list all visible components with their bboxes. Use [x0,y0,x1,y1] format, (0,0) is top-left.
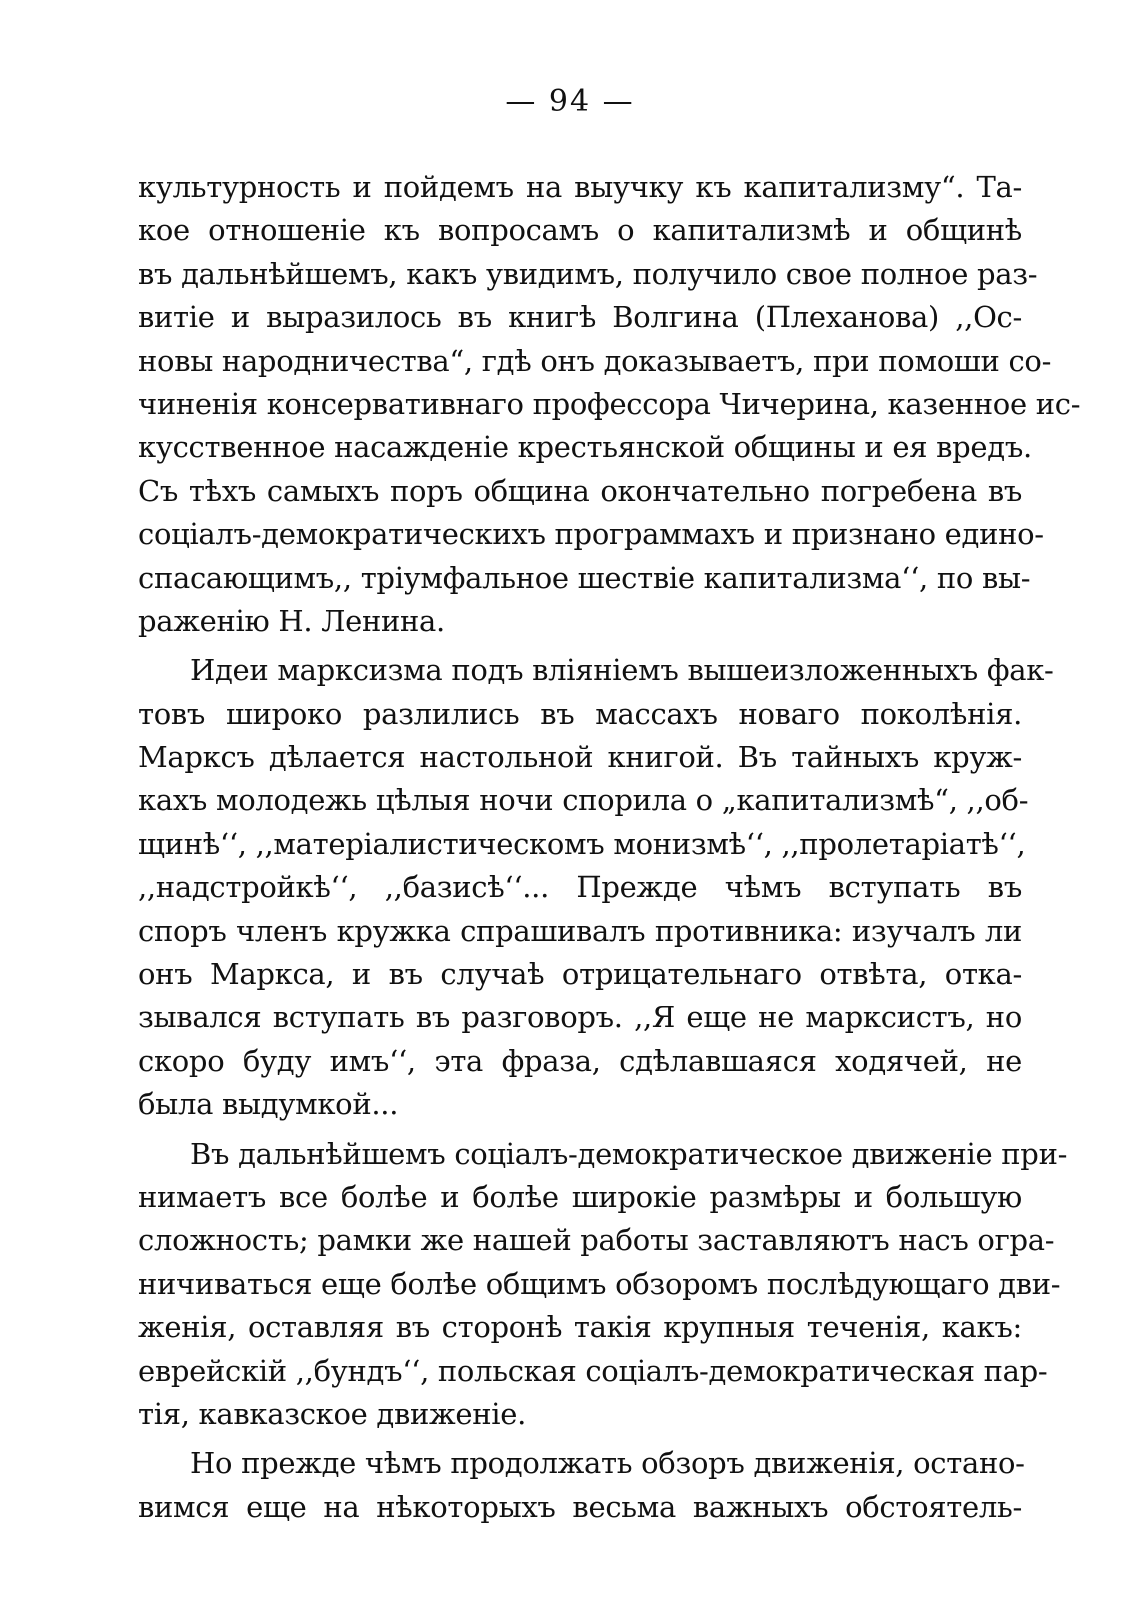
text-line: щинѣ‘‘, ,,матеріалистическомъ монизмѣ‘‘, ,,пролетаріатѣ‘‘, [138,826,1026,861]
text-line: онъ Маркса, и въ случаѣ отрицательнаго отвѣта, отка- [138,957,1022,992]
text-line: скоро буду имъ‘‘, эта фраза, сдѣлавшаяся ходячей, не [138,1043,1022,1078]
text-line: Идеи марксизма подъ вліяніемъ вышеизложенныхъ фак- [190,653,1054,688]
text-line: тія, кавказское движеніе. [138,1396,527,1431]
text-line: зывался вступать въ разговоръ. ,,Я еще не марксистъ, но [138,1000,1022,1035]
text-line: кахъ молодежь цѣлыя ночи спорила о „капитализмѣ“, ,,об- [138,783,1029,818]
paragraph [138,1133,1068,1437]
text-line: новы народничества“, гдѣ онъ доказываетъ, при помоши со- [138,343,1052,378]
text-line: раженію Н. Ленина. [138,603,445,638]
text-line: Въ дальнѣйшемъ соціалъ-демократическое движеніе при- [190,1136,1068,1171]
text-line: спасающимъ,, тріумфальное шествіе капитализма‘‘, по вы- [138,560,1031,595]
text-line: кое отношеніе къ вопросамъ о капитализмѣ и общинѣ [138,213,1022,248]
text-line: Съ тѣхъ самыхъ поръ община окончательно погребена въ [138,473,1022,508]
text-line: культурность и пойдемъ на выучку къ капитализму“. Та- [138,170,1022,204]
body-text [138,166,1081,1529]
text-line: споръ членъ кружка спрашивалъ противника: изучалъ ли [138,913,1022,948]
text-line: кусственное насажденіе крестьянской общины и ея вредъ. [138,430,1032,465]
text-line: товъ широко разлились въ массахъ новаго поколѣнія. [138,696,1022,731]
text-line: Марксъ дѣлается настольной книгой. Въ тайныхъ круж- [138,740,1022,775]
text-line: была выдумкой... [138,1087,399,1122]
paragraph [138,166,1081,643]
page-number: — 94 — [505,84,635,119]
text-line: Но прежде чѣмъ продолжать обзоръ движенія, остано- [190,1446,1025,1481]
text-line: женія, оставляя въ сторонѣ такія крупныя теченія, какъ: [138,1310,1022,1345]
text-line: витіе и выразилось въ книгѣ Волгина (Плеханова) ,,Ос- [138,300,1022,335]
paragraph [138,1442,1025,1529]
text-line: соціалъ-демократическихъ программахъ и признано едино- [138,517,1044,552]
text-line: чиненія консервативнаго профессора Чичерина, казенное ис- [138,386,1081,421]
text-line: еврейскій ,,бундъ‘‘, польская соціалъ-демократическая пар- [138,1353,1048,1388]
text-line: вимся еще на нѣкоторыхъ весьма важныхъ обстоятель- [138,1489,1022,1524]
paragraph [138,649,1054,1126]
text-line: сложность; рамки же нашей работы заставляютъ насъ огра- [138,1223,1055,1258]
text-line: ,,надстройкѣ‘‘, ,,базисѣ‘‘... Прежде чѣмъ вступать въ [138,870,1022,905]
text-line: въ дальнѣйшемъ, какъ увидимъ, получило свое полное раз- [138,256,1038,291]
text-line: нимаетъ все болѣе и болѣе широкіе размѣры и большую [138,1179,1022,1214]
text-line: ничиваться еще болѣе общимъ обзоромъ послѣдующаго дви- [138,1266,1061,1301]
